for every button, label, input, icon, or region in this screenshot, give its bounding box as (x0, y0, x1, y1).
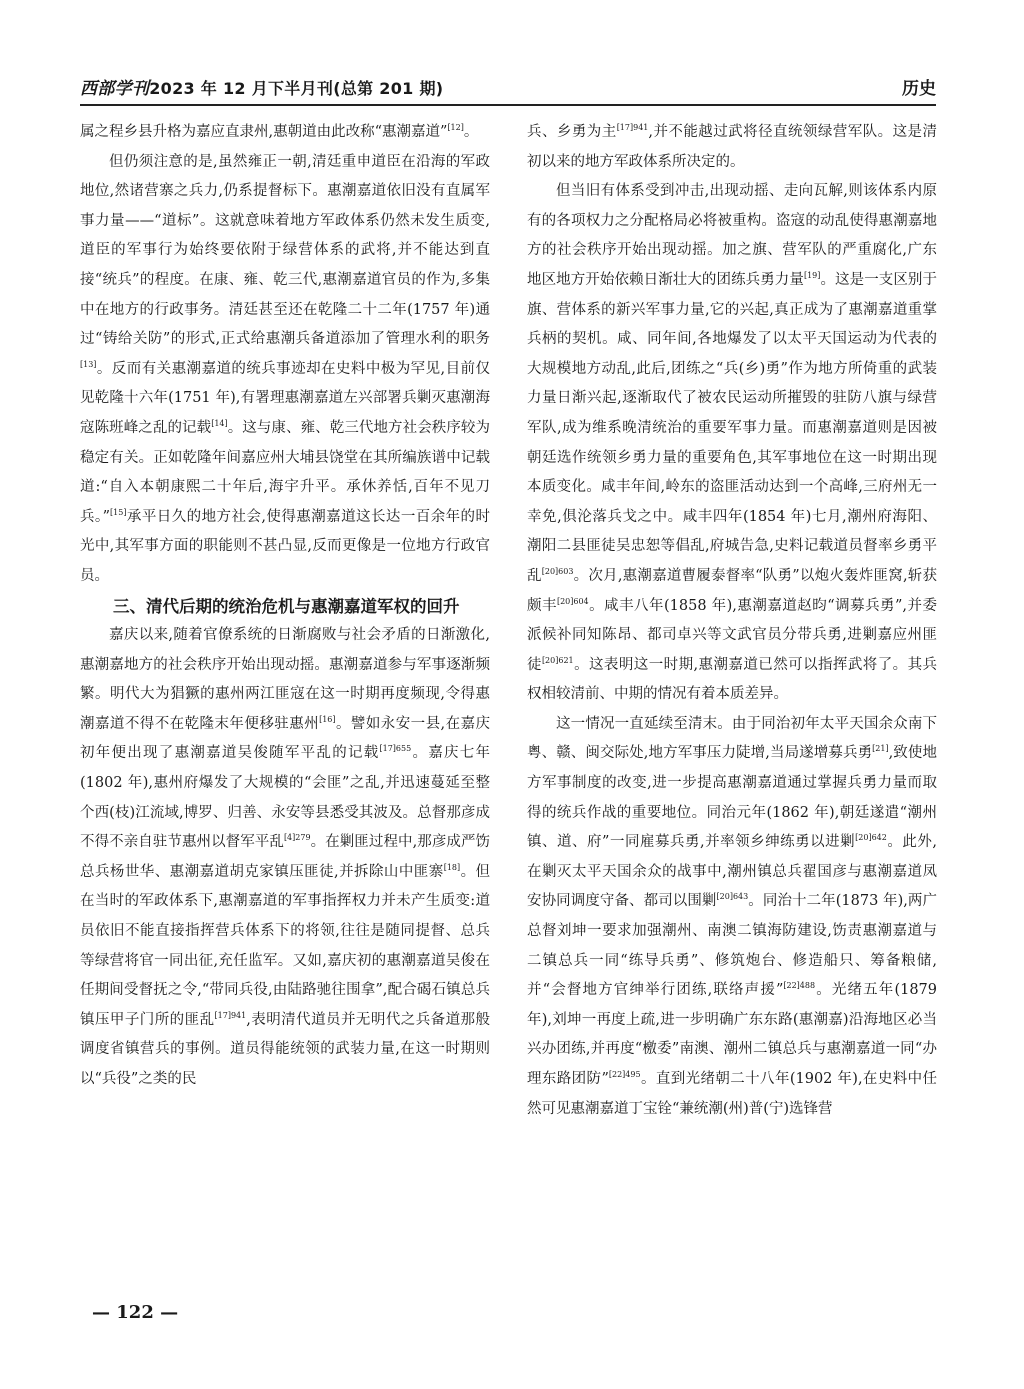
section-title: 历史 (902, 79, 936, 99)
text-run: ,并不能越过武将径直统领绿营军队。这是清初以来的地方军政体系所决定的。 (527, 124, 938, 170)
text-run: 这一情况一直延续至清末。由于同治初年太平天国余众南下粤、赣、闽交际处,地方军事压力陡增,当局遂增募兵勇 (527, 715, 937, 762)
citation-marker: [20]643 (716, 892, 749, 902)
text-run: 。但在当时的军政体系下,惠潮嘉道的军事指挥权力并未产生质变:道员依旧不能直接指挥营兵体系下的将领,往往是随同提督、总兵等绿营将官一同出征,充任监军。又如,嘉庆初的惠潮嘉道吴俊在任期间受督抚之令,“带同兵役,由陆路驰往围拿”,配合碣石镇总兵镇压甲子门所的匪乱 (80, 863, 491, 1028)
citation-marker: [19] (803, 270, 821, 280)
left-column (80, 118, 490, 1095)
text-run: ,表明清代道员并无明代之兵备道那般调度省镇营兵的事例。道员得能统领的武装力量,在这一时期则以“兵役”之类的民 (80, 1011, 491, 1087)
paragraph (527, 177, 937, 710)
issue-info: 2023 年 12 月下半月刊(总第 201 期) (149, 79, 444, 98)
citation-marker: [18] (443, 862, 461, 872)
text-run: 。反而有关惠潮嘉道的统兵事迹却在史料中极为罕见,目前仅见乾隆十六年(1751 年),有署理惠潮嘉道左兴部署兵剿灭惠潮海寇陈班峰之乱的记载 (80, 360, 490, 436)
paragraph (80, 118, 490, 148)
text-run: 但仍须注意的是,虽然雍正一朝,清廷重申道臣在沿海的军政地位,然诸营寨之兵力,仍系提督标下。惠潮嘉道依旧没有直属军事力量——“道标”。这就意味着地方军政体系仍然未发生质变,道臣的军事行为始终要依附于绿营体系的武将,并不能达到直接“统兵”的程度。在康、雍、乾三代,惠潮嘉道官员的作为,多集中在地方的行政事务。清廷甚至还在乾隆二十二年(1757 年)通过“铸给关防”的形式,正式给惠潮兵备道添加了管理水利的职务 (80, 153, 490, 348)
citation-marker: [17]941 (616, 123, 649, 132)
citation-marker: [20]603 (541, 566, 574, 576)
section-heading: 三、清代后期的统治危机与惠潮嘉道军权的回升 (113, 596, 460, 616)
text-run: 。譬如永安一县,在嘉庆初年便出现了惠潮嘉道吴俊随军平乱的记载 (80, 715, 491, 762)
journal-masthead (80, 74, 443, 99)
citation-marker: [16] (319, 714, 336, 724)
text-run: 。此外,在剿灭太平天国余众的战事中,潮州镇总兵翟国彦与惠潮嘉道凤安协同调度守备、都司以围剿 (527, 834, 937, 910)
text-run: 。这表明这一时期,惠潮嘉道已然可以指挥武将了。其兵权相较清前、中期的情况有着本质差异。 (527, 656, 938, 703)
citation-marker: [15] (110, 507, 127, 517)
page-header (80, 70, 936, 106)
citation-marker: [4]279 (283, 833, 311, 843)
citation-marker: [20]642 (855, 833, 887, 843)
citation-marker: [21] (872, 744, 889, 754)
text-run: 属之程乡县升格为嘉应直隶州,惠朝道由此改称“惠潮嘉道” (80, 124, 448, 140)
text-run: 但当旧有体系受到冲击,出现动摇、走向瓦解,则该体系内原有的各项权力之分配格局必将被重构。盗寇的动乱使得惠潮嘉地方的社会秩序开始出现动摇。加之旗、营军队的严重腐化,广东地区地方开始依赖日渐壮大的团练兵勇力量 (527, 183, 937, 288)
right-column (527, 118, 937, 1124)
citation-marker: [17]941 (214, 1010, 247, 1020)
text-run: 。这与康、雍、乾三代地方社会秩序较为稳定有关。正如乾隆年间嘉应州大埔县饶堂在其所编族谱中记载道:“自入本朝康熙二十年后,海宇升平。承休养恬,百年不见刀兵。” (80, 419, 491, 525)
citation-marker: [22]495 (608, 1070, 641, 1079)
text-run: 。咸丰八年(1858 年),惠潮嘉道赵昀“调募兵勇”,并委派候补同知陈昂、都司卓兴等文武官员分带兵勇,进剿嘉应州匪徒 (527, 597, 937, 673)
citation-marker: [20]604 (556, 596, 589, 606)
page-number: — 122 — (92, 1302, 179, 1323)
citation-marker: [20]621 (541, 655, 574, 665)
citation-marker: [12] (447, 123, 464, 132)
citation-marker: [17]655 (379, 744, 412, 754)
text-run: 兵、乡勇为主 (527, 124, 617, 140)
paragraph (80, 621, 490, 1095)
text-run: 。同治十二年(1873 年),两广总督刘坤一要求加强潮州、南澳二镇海防建设,饬责惠潮嘉道与二镇总兵一同“练导兵勇”、修筑炮台、修造船只、筹备粮储,并“会督地方官绅举行团练,联络声援” (527, 893, 938, 999)
paragraph (527, 710, 937, 1124)
text-run: 。在剿匪过程中,那彦成严饬总兵杨世华、惠潮嘉道胡克家镇压匪徒,并拆除山中匪寨 (80, 834, 491, 880)
text-run: 嘉庆以来,随着官僚系统的日渐腐败与社会矛盾的日渐激化,惠潮嘉地方的社会秩序开始出现动摇。惠潮嘉道参与军事逐渐频繁。明代大为猖獗的惠州两江匪寇在这一时期再度频现,令得惠潮嘉道不得不在乾隆末年便移驻惠州 (80, 627, 490, 732)
paragraph (527, 118, 937, 177)
citation-marker: [14] (211, 418, 228, 428)
text-run: 承平日久的地方社会,使得惠潮嘉道这长达一百余年的时光中,其军事方面的职能则不甚凸显,反而更像是一位地方行政官员。 (80, 508, 490, 584)
text-run: 。嘉庆七年(1802 年),惠州府爆发了大规模的“会匪”之乱,并迅速蔓延至整个西(枝)江流域,博罗、归善、永安等县悉受其波及。总督那彦成不得不亲自驻节惠州以督军平乱 (80, 745, 490, 851)
journal-logo: 西部学刊 (80, 79, 150, 99)
citation-marker: [13] (80, 359, 97, 369)
text-run: 。 (463, 124, 479, 140)
citation-marker: [22]488 (783, 981, 816, 991)
text-run: ,致使地方军事制度的改变,进一步提高惠潮嘉道通过掌握兵勇力量而取得的统兵作战的重要地位。同治元年(1862 年),朝廷遂遣“潮州镇、道、府”一同雇募兵勇,并率领乡绅练勇以进剿 (527, 745, 937, 851)
text-run: 。这是一支区别于旗、营体系的新兴军事力量,它的兴起,真正成为了惠潮嘉道重掌兵柄的契机。咸、同年间,各地爆发了以太平天国运动为代表的大规模地方动乱,此后,团练之“兵(乡)勇”作为地方所倚重的武装力量日渐兴起,逐渐取代了被农民运动所摧毁的驻防八旗与绿营军队,成为维系晚清统治的重要军事力量。而惠潮嘉道则是因被朝廷选作统领乡勇力量的重要角色,其军事地位在这一时期出现本质变化。咸丰年间,岭东的盗匪活动达到一个高峰,三府州无一幸免,俱沦落兵戈之中。咸丰四年(1854 年)七月,潮州府海阳、潮阳二县匪徒吴忠恕等倡乱,府城告急,史料记载道员督率乡勇平乱 (527, 271, 938, 584)
text-run: 。次月,惠潮嘉道曹履泰督率“队勇”以炮火轰炸匪窝,斩获颇丰 (527, 567, 938, 614)
paragraph (80, 148, 490, 592)
text-run: 。光绪五年(1879 年),刘坤一再度上疏,进一步明确广东东路(惠潮嘉)沿海地区必当兴办团练,并再度“檄委”南澳、潮州二镇总兵与惠潮嘉道一同“办理东路团防” (527, 982, 937, 1087)
text-run: 。直到光绪朝二十八年(1902 年),在史料中任然可见惠潮嘉道丁宝铨“兼统潮(州)普(宁)选锋营 (527, 1071, 937, 1117)
